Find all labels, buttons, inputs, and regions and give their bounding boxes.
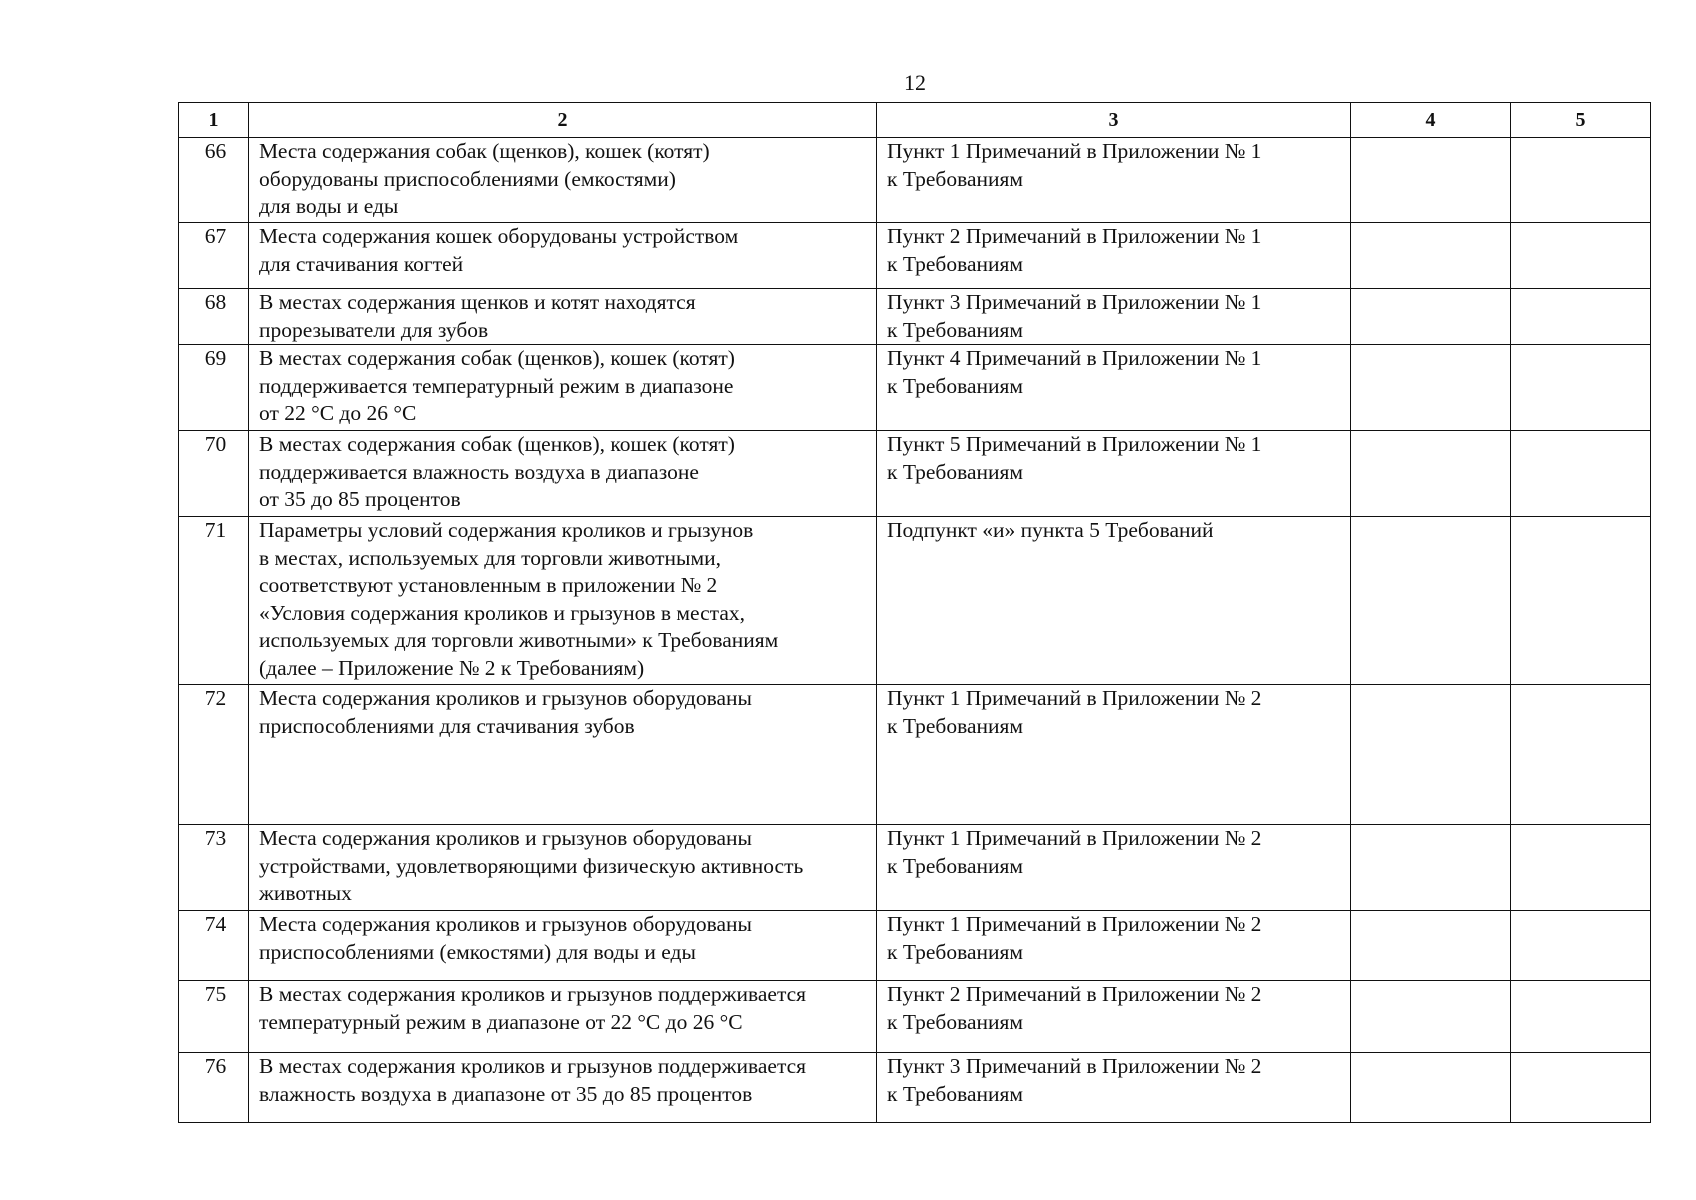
note-cell — [1511, 223, 1651, 289]
reference-cell: Пункт 1 Примечаний в Приложении № 2 к Требованиям — [877, 911, 1351, 981]
reference-cell: Пункт 2 Примечаний в Приложении № 1 к Требованиям — [877, 223, 1351, 289]
column-header: 5 — [1511, 103, 1651, 138]
answer-cell — [1351, 981, 1511, 1053]
table-row — [179, 825, 1651, 911]
reference-cell: Подпункт «и» пункта 5 Требований — [877, 517, 1351, 685]
requirement-cell: В местах содержания кроликов и грызунов поддерживается влажность воздуха в диапазоне от 35 до 85 процентов — [249, 1053, 877, 1123]
requirement-cell: В местах содержания собак (щенков), кошек (котят) поддерживается влажность воздуха в диапазоне от 35 до 85 процентов — [249, 431, 877, 517]
requirement-cell: Места содержания кроликов и грызунов оборудованы приспособлениями (емкостями) для воды и еды — [249, 911, 877, 981]
table-row — [179, 685, 1651, 825]
reference-cell: Пункт 1 Примечаний в Приложении № 2 к Требованиям — [877, 685, 1351, 825]
note-cell — [1511, 981, 1651, 1053]
note-cell — [1511, 825, 1651, 911]
answer-cell — [1351, 685, 1511, 825]
note-cell — [1511, 911, 1651, 981]
table-row — [179, 289, 1651, 345]
reference-cell: Пункт 1 Примечаний в Приложении № 2 к Требованиям — [877, 825, 1351, 911]
requirement-cell: В местах содержания собак (щенков), кошек (котят) поддерживается температурный режим в диапазоне от 22 °С до 26 °С — [249, 345, 877, 431]
answer-cell — [1351, 1053, 1511, 1123]
note-cell — [1511, 289, 1651, 345]
reference-cell: Пункт 3 Примечаний в Приложении № 1 к Требованиям — [877, 289, 1351, 345]
note-cell — [1511, 431, 1651, 517]
answer-cell — [1351, 345, 1511, 431]
table-row — [179, 1053, 1651, 1123]
table-row — [179, 431, 1651, 517]
reference-cell: Пункт 1 Примечаний в Приложении № 1 к Требованиям — [877, 138, 1351, 223]
page-number: 12 — [904, 70, 926, 95]
row-number: 72 — [179, 685, 249, 825]
row-number: 68 — [179, 289, 249, 345]
requirement-cell: Места содержания собак (щенков), кошек (котят) оборудованы приспособлениями (емкостями) для воды и еды — [249, 138, 877, 223]
answer-cell — [1351, 289, 1511, 345]
row-number: 75 — [179, 981, 249, 1053]
table-header-row — [179, 103, 1651, 138]
answer-cell — [1351, 911, 1511, 981]
row-number: 66 — [179, 138, 249, 223]
requirement-cell: Места содержания кроликов и грызунов оборудованы устройствами, удовлетворяющими физическую активность животных — [249, 825, 877, 911]
table-row — [179, 223, 1651, 289]
row-number: 70 — [179, 431, 249, 517]
row-number: 67 — [179, 223, 249, 289]
answer-cell — [1351, 138, 1511, 223]
reference-cell: Пункт 2 Примечаний в Приложении № 2 к Требованиям — [877, 981, 1351, 1053]
note-cell — [1511, 517, 1651, 685]
column-header: 4 — [1351, 103, 1511, 138]
table-row — [179, 517, 1651, 685]
reference-cell: Пункт 3 Примечаний в Приложении № 2 к Требованиям — [877, 1053, 1351, 1123]
row-number: 71 — [179, 517, 249, 685]
note-cell — [1511, 685, 1651, 825]
row-number: 76 — [179, 1053, 249, 1123]
table-row — [179, 981, 1651, 1053]
row-number: 73 — [179, 825, 249, 911]
answer-cell — [1351, 825, 1511, 911]
row-number: 74 — [179, 911, 249, 981]
column-header: 3 — [877, 103, 1351, 138]
checklist-table — [178, 102, 1651, 1123]
column-header: 1 — [179, 103, 249, 138]
requirement-cell: В местах содержания щенков и котят находятся прорезыватели для зубов — [249, 289, 877, 345]
reference-cell: Пункт 5 Примечаний в Приложении № 1 к Требованиям — [877, 431, 1351, 517]
answer-cell — [1351, 431, 1511, 517]
requirement-cell: Параметры условий содержания кроликов и грызунов в местах, используемых для торговли животными, соответствуют установленным в приложении № 2 «Условия содержания кроликов и грызунов в местах, используемых для торговли животными» к Требованиям (далее – Приложение № 2 к Требованиям) — [249, 517, 877, 685]
note-cell — [1511, 138, 1651, 223]
table-row — [179, 911, 1651, 981]
row-number: 69 — [179, 345, 249, 431]
table-row — [179, 138, 1651, 223]
answer-cell — [1351, 223, 1511, 289]
table-row — [179, 345, 1651, 431]
requirement-cell: В местах содержания кроликов и грызунов поддерживается температурный режим в диапазоне от 22 °С до 26 °С — [249, 981, 877, 1053]
requirement-cell: Места содержания кошек оборудованы устройством для стачивания когтей — [249, 223, 877, 289]
requirement-cell: Места содержания кроликов и грызунов оборудованы приспособлениями для стачивания зубов — [249, 685, 877, 825]
note-cell — [1511, 345, 1651, 431]
answer-cell — [1351, 517, 1511, 685]
reference-cell: Пункт 4 Примечаний в Приложении № 1 к Требованиям — [877, 345, 1351, 431]
column-header: 2 — [249, 103, 877, 138]
note-cell — [1511, 1053, 1651, 1123]
